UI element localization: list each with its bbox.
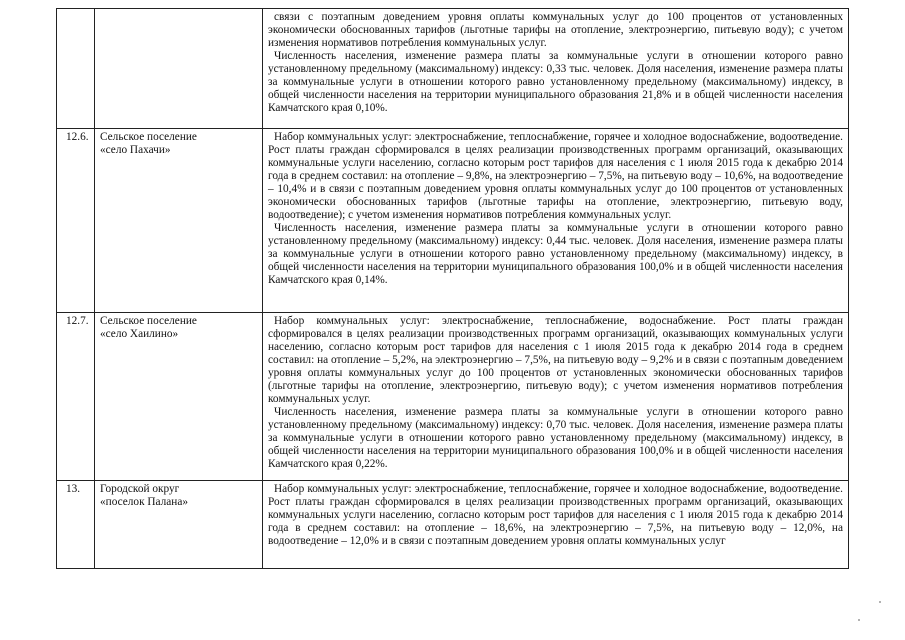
services-paragraph: Набор коммунальных услуг: электроснабжение, теплоснабжение, горячее и холодное водоснабжение, водоотведение. Рост платы граждан сформировался в целях реализации производственных программ организаций, оказывающих коммунальных услуги населению, согласно которым рост тарифов для населения с 1 июля 2015 года к декабрю 2014 года в среднем составил: на отопление – 18,6%, на электроэнергию – 7,5%, на питьевую воду – 12,0%, на водоотведение – 12,0% и в связи с поэтапным доведением уровня оплаты коммунальных услуг (268, 483, 843, 547)
municipality-type: Сельское поселение (100, 131, 197, 143)
tariff-table (56, 8, 849, 569)
municipality-type: Городской округ (100, 483, 180, 495)
table-row (57, 313, 849, 481)
municipality-name (95, 129, 263, 313)
municipality-title: «село Хаилино» (100, 328, 179, 340)
municipality-name (95, 481, 263, 569)
row-description (263, 129, 849, 313)
row-number: 13. (57, 481, 95, 569)
scan-speck (858, 619, 860, 621)
table-row (57, 9, 849, 129)
municipality-name (95, 313, 263, 481)
population-paragraph: Численность населения, изменение размера платы за коммунальные услуги в отношении которого равно установленному предельному (максимальному) индексу: 0,70 тыс. человек. Доля населения, изменение размера платы за коммунальные услуги в отношении которого равно установленному предельному (максимальному) индексу, в общей численности населения на территории муниципального образования 100,0% и в общей численности населения Камчатского края 0,22%. (268, 406, 843, 470)
population-paragraph: Численность населения, изменение размера платы за коммунальные услуги в отношении которого равно установленному предельному (максимальному) индексу: 0,33 тыс. человек. Доля населения, изменение размера платы за коммунальные услуги в отношении которого равно установленному предельному (максимальному) индексу, в общей численности населения на территории муниципального образования 21,8% и в общей численности населения Камчатского края 0,10%. (268, 50, 843, 114)
table-row (57, 129, 849, 313)
row-number: 12.6. (57, 129, 95, 313)
description-paragraph: связи с поэтапным доведением уровня оплаты коммунальных услуг до 100 процентов от установленных экономически обоснованных тарифов (льготные тарифы на отопление, электроэнергию, питьевую воду); с учетом изменения нормативов потребления коммунальных услуг. (268, 11, 843, 49)
row-number: 12.7. (57, 313, 95, 481)
municipality-title: «поселок Палана» (100, 496, 189, 508)
municipality-name (95, 9, 263, 129)
services-paragraph: Набор коммунальных услуг: электроснабжение, теплоснабжение, горячее и холодное водоснабжение, водоотведение. Рост платы граждан сформировался в целях реализации производственных программ организаций, оказывающих коммунальные услуги населению, согласно которым рост тарифов для населения с 1 июля 2015 года к декабрю 2014 года в среднем составил: на отопление – 9,8%, на электроэнергию – 7,5%, на питьевую воду – 10,6%, на водоотведение – 10,4% и в связи с поэтапным доведением уровня оплаты коммунальных услуг до 100 процентов от установленных экономически обоснованных тарифов (льготные тарифы на отопление, электроэнергию, питьевую воду, водоотведение); с учетом изменения нормативов потребления коммунальных услуг. (268, 131, 843, 221)
services-paragraph: Набор коммунальных услуг: электроснабжение, теплоснабжение, водоснабжение. Рост платы граждан сформировался в целях реализации производственных программ организаций, оказывающих коммунальных услуги населению, согласно которым рост тарифов для населения с 1 июля 2015 года к декабрю 2014 года в среднем составил: на отопление – 5,2%, на электроэнергию – 7,5%, на питьевую воду – 9,2% и в связи с поэтапным доведением уровня оплаты коммунальных услуг до 100 процентов от установленных экономически обоснованных тарифов (льготные тарифы на отопление, электроэнергию, питьевую воду); с учетом изменения нормативов потребления коммунальных услуг. (268, 315, 843, 405)
scan-speck (879, 601, 881, 603)
row-number (57, 9, 95, 129)
table-row (57, 481, 849, 569)
population-paragraph: Численность населения, изменение размера платы за коммунальные услуги в отношении которого равно установленному предельному (максимальному) индексу: 0,44 тыс. человек. Доля населения, изменение размера платы за коммунальные услуги в отношении которого равно установленному предельному (максимальному) индексу, в общей численности населения на территории муниципального образования 100,0% и в общей численности населения Камчатского края 0,14%. (268, 222, 843, 286)
municipality-type: Сельское поселение (100, 315, 197, 327)
row-description (263, 9, 849, 129)
row-description (263, 481, 849, 569)
row-description (263, 313, 849, 481)
municipality-title: «село Пахачи» (100, 144, 171, 156)
